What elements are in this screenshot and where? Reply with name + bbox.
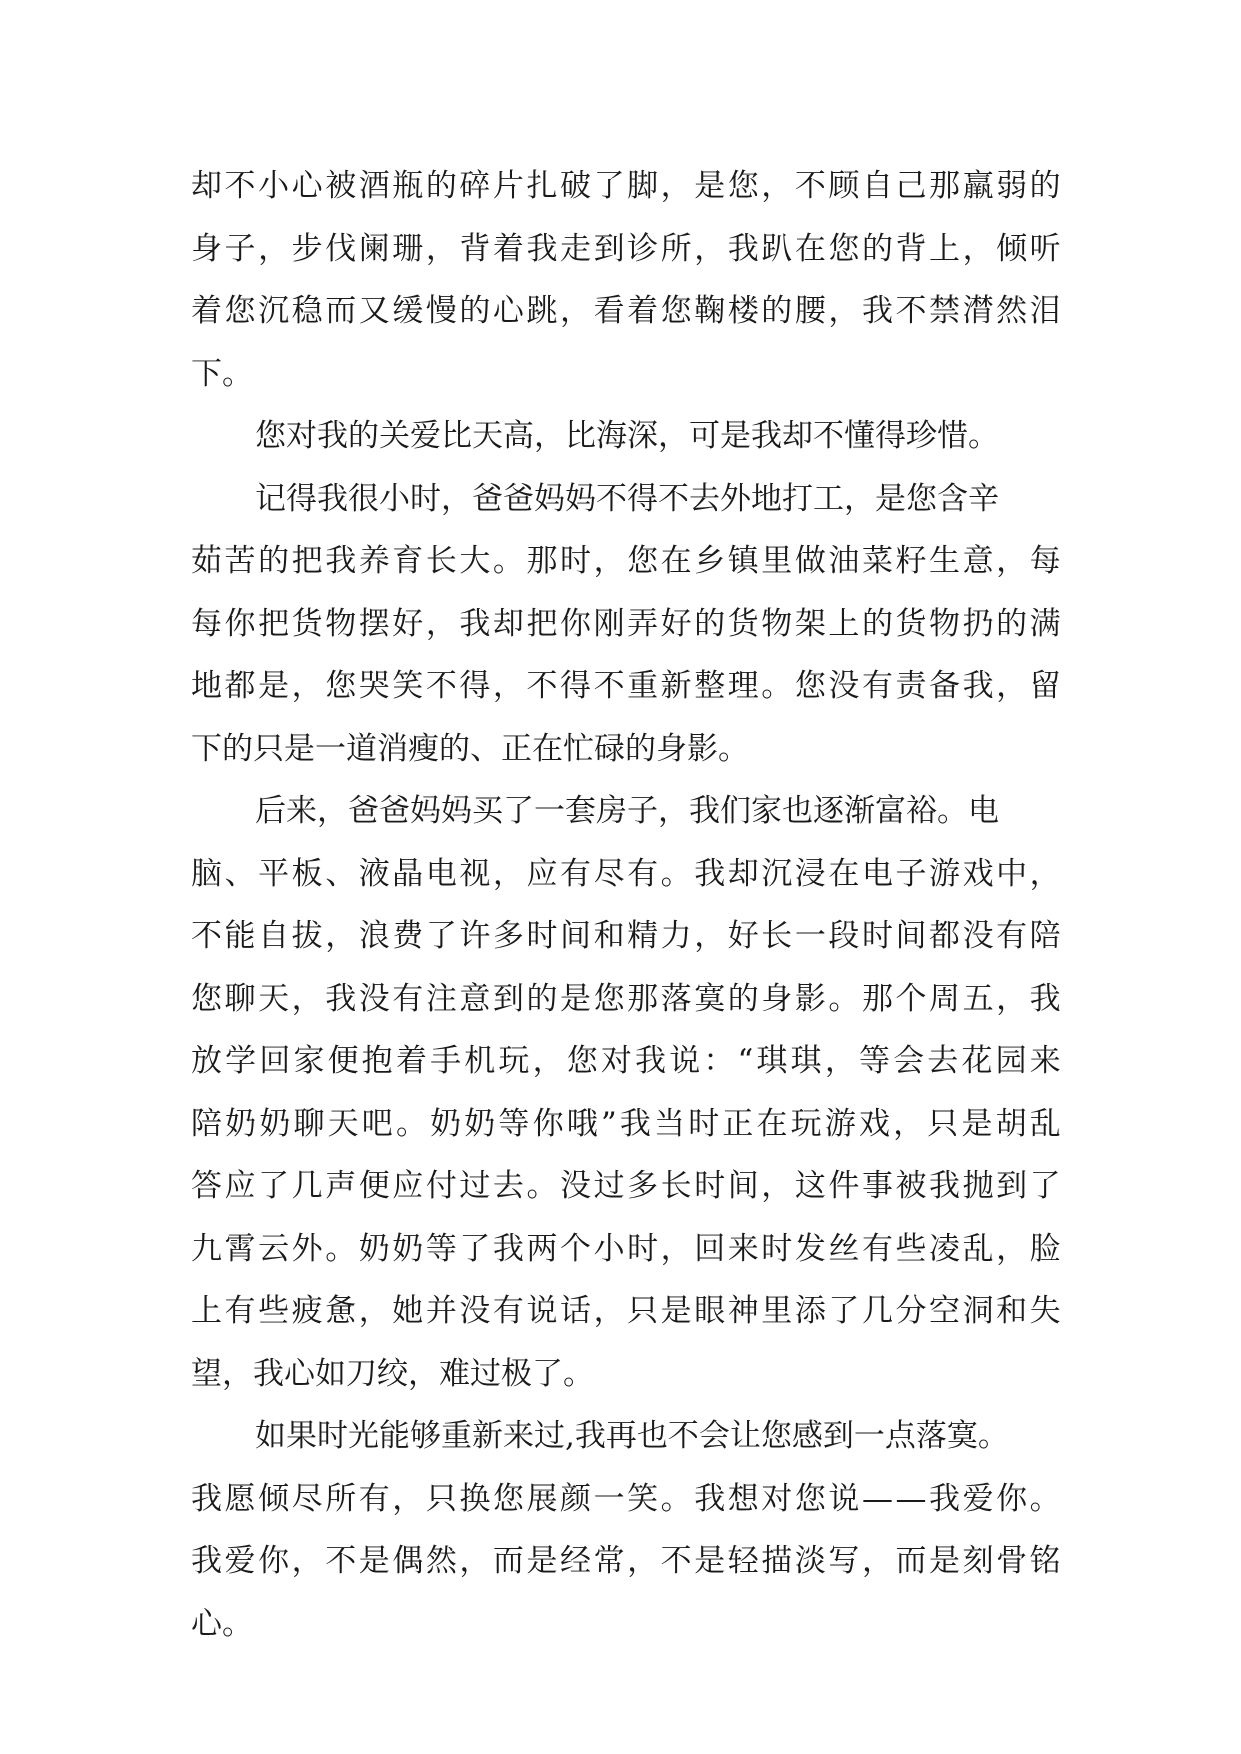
- paragraph-first-line: 记得我很小时，爸爸妈妈不得不去外地打工，是您含辛: [255, 480, 999, 517]
- text-line: 下。: [191, 355, 253, 392]
- text-line: 陪 奶 奶 聊 天 吧 。 奶 奶 等 你 哦 ” 我 当 时 正 在 玩 游 戏 ， 只 是 胡 乱: [191, 1105, 1061, 1142]
- text-line: 却 不 小 心 被 酒 瓶 的 碎 片 扎 破 了 脚 ， 是 您 ， 不 顾 自 己 那 羸 弱 的: [191, 168, 1061, 204]
- text-line: 脑 、 平 板 、 液 晶 电 视 ， 应 有 尽 有 。 我 却 沉 浸 在 电 子 游 戏 中 ，: [191, 855, 1061, 892]
- text-line: 答 应 了 几 声 便 应 付 过 去 。 没 过 多 长 时 间 ， 这 件 事 被 我 抛 到 了: [191, 1168, 1061, 1204]
- paragraph-first-line: 您对我的关爱比天高，比海深，可是我却不懂得珍惜。: [255, 418, 999, 454]
- paragraph-first-line: 后来，爸爸妈妈买了一套房子，我们家也逐渐富裕。电: [255, 793, 999, 829]
- text-line: 放 学 回 家 便 抱 着 手 机 玩 ， 您 对 我 说 ： “ 琪 琪 ， 等 会 去 花 园 来: [191, 1043, 1061, 1079]
- text-line: 茹 苦 的 把 我 养 育 长 大 。 那 时 ， 您 在 乡 镇 里 做 油 菜 籽 生 意 ， 每: [191, 543, 1061, 579]
- text-line: 不 能 自 拔 ， 浪 费 了 许 多 时 间 和 精 力 ， 好 长 一 段 时 间 都 没 有 陪: [191, 918, 1061, 954]
- text-line: 每 你 把 货 物 摆 好 ， 我 却 把 你 刚 弄 好 的 货 物 架 上 的 货 物 扔 的 满: [191, 605, 1061, 642]
- text-line: 着 您 沉 稳 而 又 缓 慢 的 心 跳 ， 看 着 您 鞠 楼 的 腰 ， 我 不 禁 潸 然 泪: [191, 293, 1061, 329]
- text-line: 我 爱 你 ， 不 是 偶 然 ， 而 是 经 常 ， 不 是 轻 描 淡 写 ， 而 是 刻 骨 铭: [191, 1543, 1061, 1579]
- text-line: 上 有 些 疲 惫 ， 她 并 没 有 说 话 ， 只 是 眼 神 里 添 了 几 分 空 洞 和 失: [191, 1293, 1061, 1329]
- paragraph-first-line: 如果时光能够重新来过,我再也不会让您感到一点落寞。: [255, 1418, 1009, 1454]
- text-line: 您 聊 天 ， 我 没 有 注 意 到 的 是 您 那 落 寞 的 身 影 。 那 个 周 五 ， 我: [191, 980, 1061, 1017]
- text-line: 望，我心如刀绞，难过极了。: [191, 1355, 594, 1392]
- document-body: [191, 155, 1061, 1655]
- text-line: 九 霄 云 外 。 奶 奶 等 了 我 两 个 小 时 ， 回 来 时 发 丝 有 些 凌 乱 ， 脸: [191, 1230, 1061, 1267]
- text-line: 下的只是一道消瘦的、正在忙碌的身影。: [191, 730, 749, 767]
- text-line: 地 都 是 ， 您 哭 笑 不 得 ， 不 得 不 重 新 整 理 。 您 没 有 责 备 我 ， 留: [191, 668, 1061, 704]
- text-line: 心。: [191, 1605, 253, 1642]
- text-line: 我 愿 倾 尽 所 有 ， 只 换 您 展 颜 一 笑 。 我 想 对 您 说 — — 我 爱 你 。: [191, 1480, 1061, 1517]
- text-line: 身 子 ， 步 伐 阑 珊 ， 背 着 我 走 到 诊 所 ， 我 趴 在 您 的 背 上 ， 倾 听: [191, 230, 1061, 267]
